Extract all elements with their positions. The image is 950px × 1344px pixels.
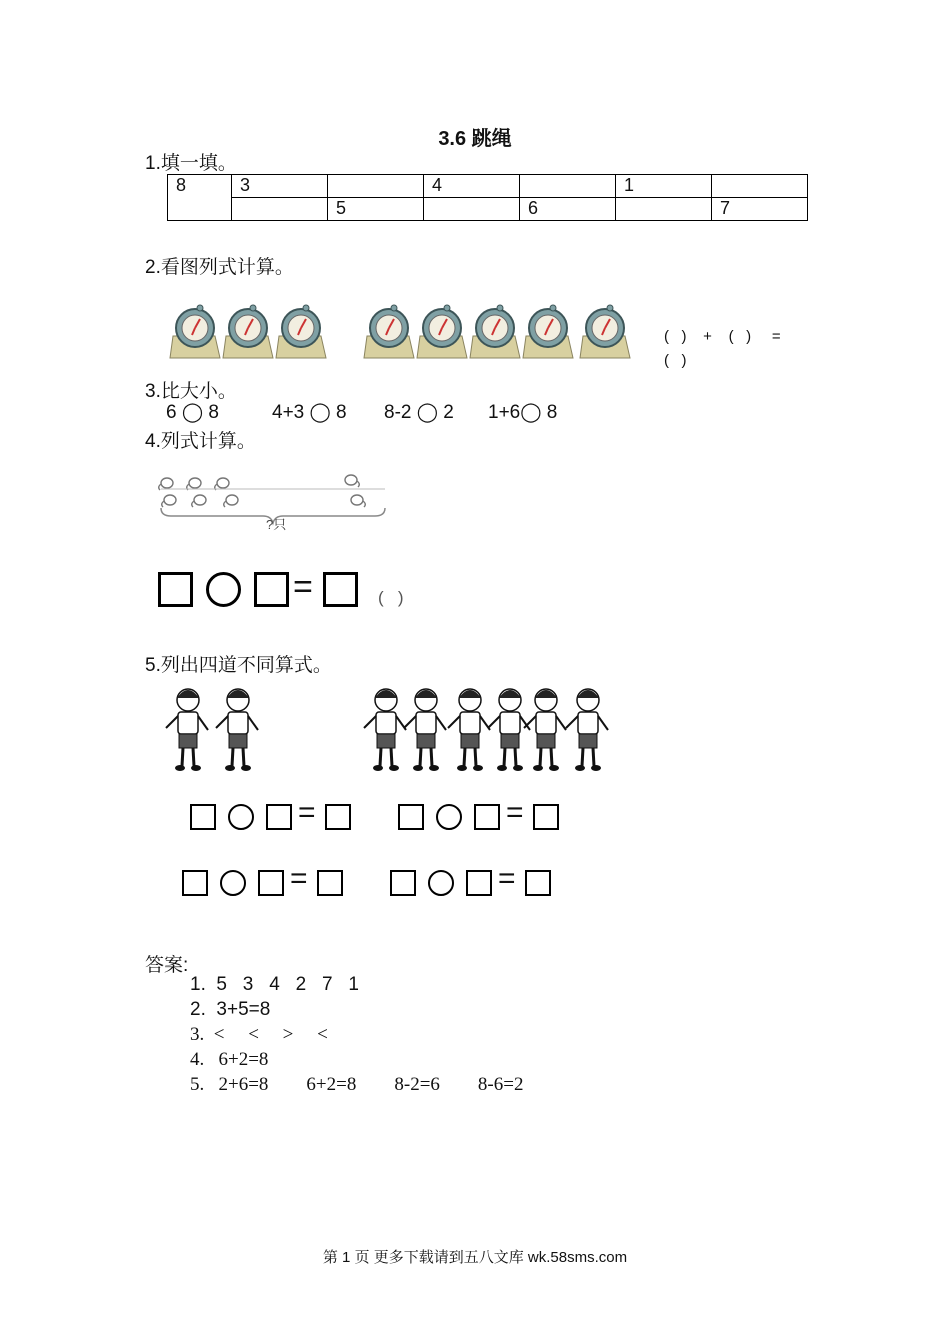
answer-line: 2. 3+5=8 — [190, 999, 271, 1020]
tadpole-icon — [215, 478, 229, 490]
answer-box[interactable] — [182, 870, 208, 896]
answer-box[interactable] — [533, 804, 559, 830]
alarm-clock-icon — [223, 305, 273, 358]
answer-line: 4. 6+2=8 — [190, 1049, 269, 1070]
table-cell: 8 — [168, 175, 232, 221]
table-cell: 6 — [520, 198, 616, 221]
alarm-clock-icon — [364, 305, 414, 358]
tadpole-icon — [224, 495, 238, 507]
answer-box[interactable] — [398, 804, 424, 830]
table-cell — [712, 175, 808, 198]
q1-label: 1.填一填。 — [145, 153, 237, 174]
table-cell: 5 — [328, 198, 424, 221]
child-icon — [448, 689, 490, 771]
answer-line: 3. < < > < — [190, 1024, 328, 1045]
child-icon — [566, 689, 608, 771]
answer-box[interactable] — [390, 870, 416, 896]
answer-box[interactable] — [466, 870, 492, 896]
child-icon — [404, 689, 446, 771]
answer-box[interactable] — [325, 804, 351, 830]
tadpole-icon — [162, 495, 176, 507]
answer-box[interactable] — [254, 572, 289, 607]
q4-label: 4.列式计算。 — [145, 431, 256, 452]
child-icon — [166, 689, 208, 771]
tadpole-icon — [351, 495, 365, 507]
alarm-clock-icon — [276, 305, 326, 358]
alarm-clock-icon — [580, 305, 630, 358]
table-cell: 7 — [712, 198, 808, 221]
answer-line: 1. 5 3 4 2 7 1 — [190, 974, 359, 995]
child-icon — [524, 689, 566, 771]
q5-label: 5.列出四道不同算式。 — [145, 655, 332, 676]
answer-box[interactable] — [525, 870, 551, 896]
operator-circle[interactable] — [220, 870, 246, 896]
table-cell: 1 — [616, 175, 712, 198]
fill-table — [167, 174, 808, 221]
answer-box[interactable] — [190, 804, 216, 830]
equals-sign: = — [290, 862, 308, 895]
answer-box[interactable] — [158, 572, 193, 607]
answer-box[interactable] — [323, 572, 358, 607]
compare-item: 4+3 ◯ 8 — [272, 402, 347, 423]
tadpole-icon — [159, 478, 173, 490]
alarm-clock-icon — [470, 305, 520, 358]
equals-sign: = — [498, 862, 516, 895]
compare-item: 8-2 ◯ 2 — [384, 402, 454, 423]
alarm-clock-icon — [417, 305, 467, 358]
child-icon — [488, 689, 530, 771]
compare-item: 1+6◯ 8 — [488, 402, 558, 423]
alarm-clock-icon — [170, 305, 220, 358]
page-title: 3.6 跳绳 — [438, 128, 512, 150]
table-cell: 4 — [424, 175, 520, 198]
tadpole-icon — [187, 478, 201, 490]
brace-label: ?只 — [266, 517, 287, 532]
table-cell — [616, 198, 712, 221]
equals-sign: = — [293, 568, 313, 606]
tadpole-icon — [345, 475, 359, 487]
table-cell — [232, 198, 328, 221]
table-cell: 3 — [232, 175, 328, 198]
answer-box[interactable] — [474, 804, 500, 830]
children-illustration — [158, 686, 613, 778]
answer-box[interactable] — [266, 804, 292, 830]
child-icon — [216, 689, 258, 771]
operator-circle[interactable] — [436, 804, 462, 830]
table-cell — [328, 175, 424, 198]
clock-illustration — [165, 300, 645, 362]
page-footer: 第 1 页 更多下载请到五八文库 wk.58sms.com — [322, 1249, 628, 1266]
equals-sign: = — [506, 796, 524, 829]
table-cell — [520, 175, 616, 198]
answer-line: 5. 2+6=8 6+2=8 8-2=6 8-6=2 — [190, 1074, 524, 1095]
answers-heading: 答案: — [145, 955, 189, 976]
table-cell — [424, 198, 520, 221]
operator-circle[interactable] — [228, 804, 254, 830]
operator-circle[interactable] — [428, 870, 454, 896]
tadpole-icon — [192, 495, 206, 507]
equals-sign: = — [298, 796, 316, 829]
child-icon — [364, 689, 406, 771]
alarm-clock-icon — [523, 305, 573, 358]
operator-circle[interactable] — [206, 572, 241, 607]
compare-item: 6 ◯ 8 — [166, 402, 219, 423]
answer-box[interactable] — [317, 870, 343, 896]
answer-box[interactable] — [258, 870, 284, 896]
q2-label: 2.看图列式计算。 — [145, 257, 294, 278]
q2-expression: ( ) + ( ) = — [664, 328, 781, 345]
q2-expression-result: ( ) — [664, 352, 687, 369]
q3-label: 3.比大小。 — [145, 381, 237, 402]
unit-paren: ( ) — [378, 588, 404, 607]
